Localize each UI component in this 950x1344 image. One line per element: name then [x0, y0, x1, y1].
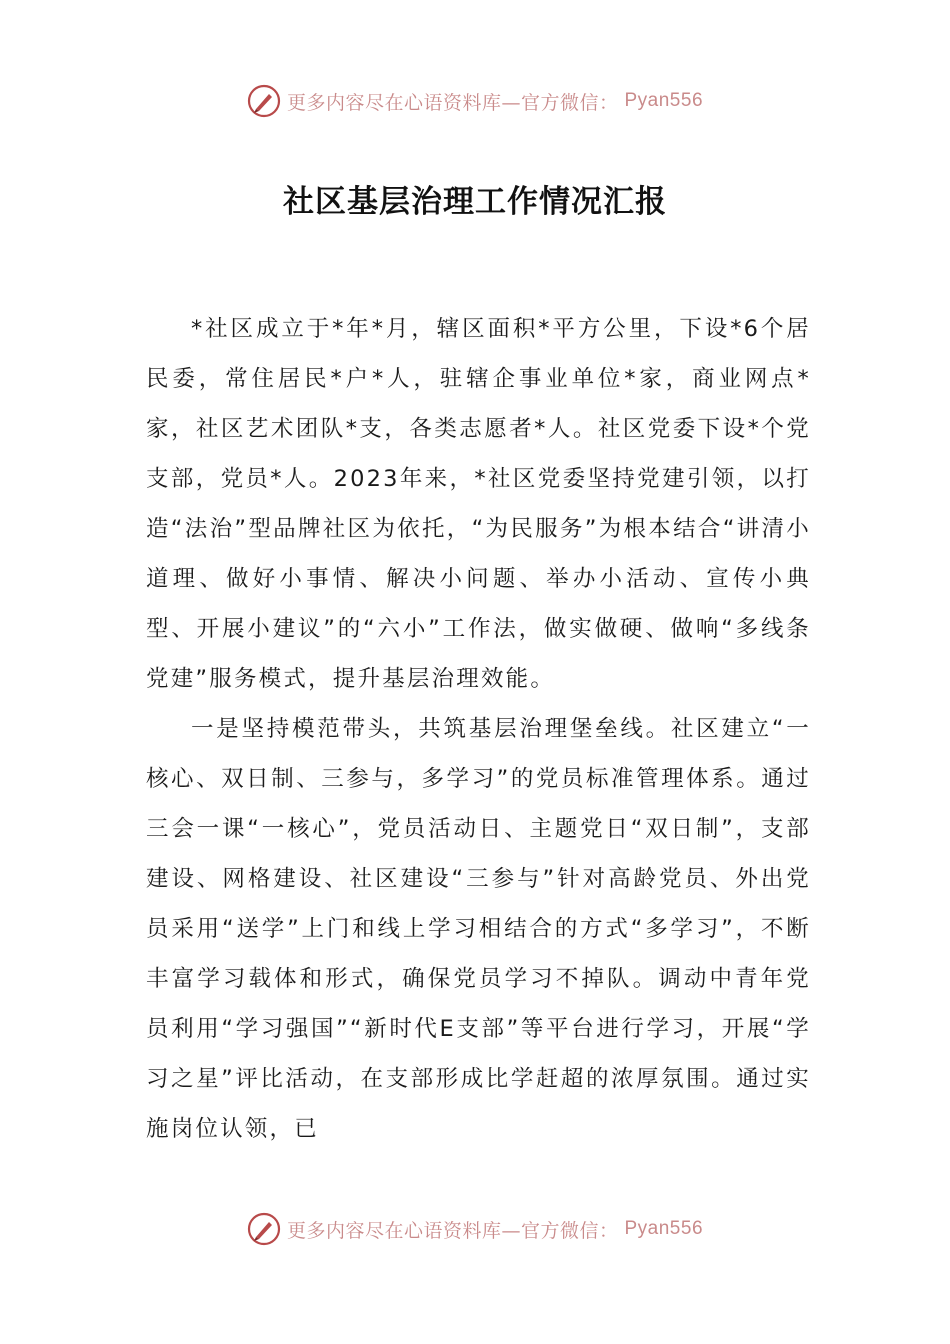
pen-logo-icon [247, 1212, 281, 1246]
watermark-header [0, 84, 950, 118]
pen-logo-icon [247, 84, 281, 118]
document-title: 社区基层治理工作情况汇报 [283, 184, 667, 220]
paragraph: 一是坚持模范带头，共筑基层治理堡垒线。社区建立“一核心、双日制、三参与，多学习”的党员标准管理体系。通过三会一课“一核心”，党员活动日、主题党日“双日制”，支部建设、网格建设、社区建设“三参与”针对高龄党员、外出党员采用“送学”上门和线上学习相结合的方式“多学习”，不断丰富学习载体和形式，确保党员学习不掉队。调动中青年党员利用“学习强国”“新时代E支部”等平台进行学习，开展“学习之星”评比活动，在支部形成比学赶超的浓厚氛围。通过实施岗位认领，已 [146, 716, 811, 1142]
watermark-wechat-id: Pyan556 [624, 1218, 704, 1239]
watermark-text: 更多内容尽在心语资料库—官方微信： [286, 1219, 619, 1242]
watermark-text: 更多内容尽在心语资料库—官方微信： [286, 91, 619, 114]
watermark-wechat-id: Pyan556 [624, 90, 704, 111]
watermark-footer [0, 1212, 950, 1246]
paragraph: *社区成立于*年*月，辖区面积*平方公里，下设*6个居民委，常住居民*户*人，驻辖企事业单位*家，商业网点*家，社区艺术团队*支，各类志愿者*人。社区党委下设*个党支部，党员*人。2023年来，*社区党委坚持党建引领，以打造“法治”型品牌社区为依托，“为民服务”为根本结合“讲清小道理、做好小事情、解决小问题、举办小活动、宣传小典型、开展小建议”的“六小”工作法，做实做硬、做响“多线条党建”服务模式，提升基层治理效能。 [146, 316, 811, 692]
document-body [146, 304, 811, 1154]
